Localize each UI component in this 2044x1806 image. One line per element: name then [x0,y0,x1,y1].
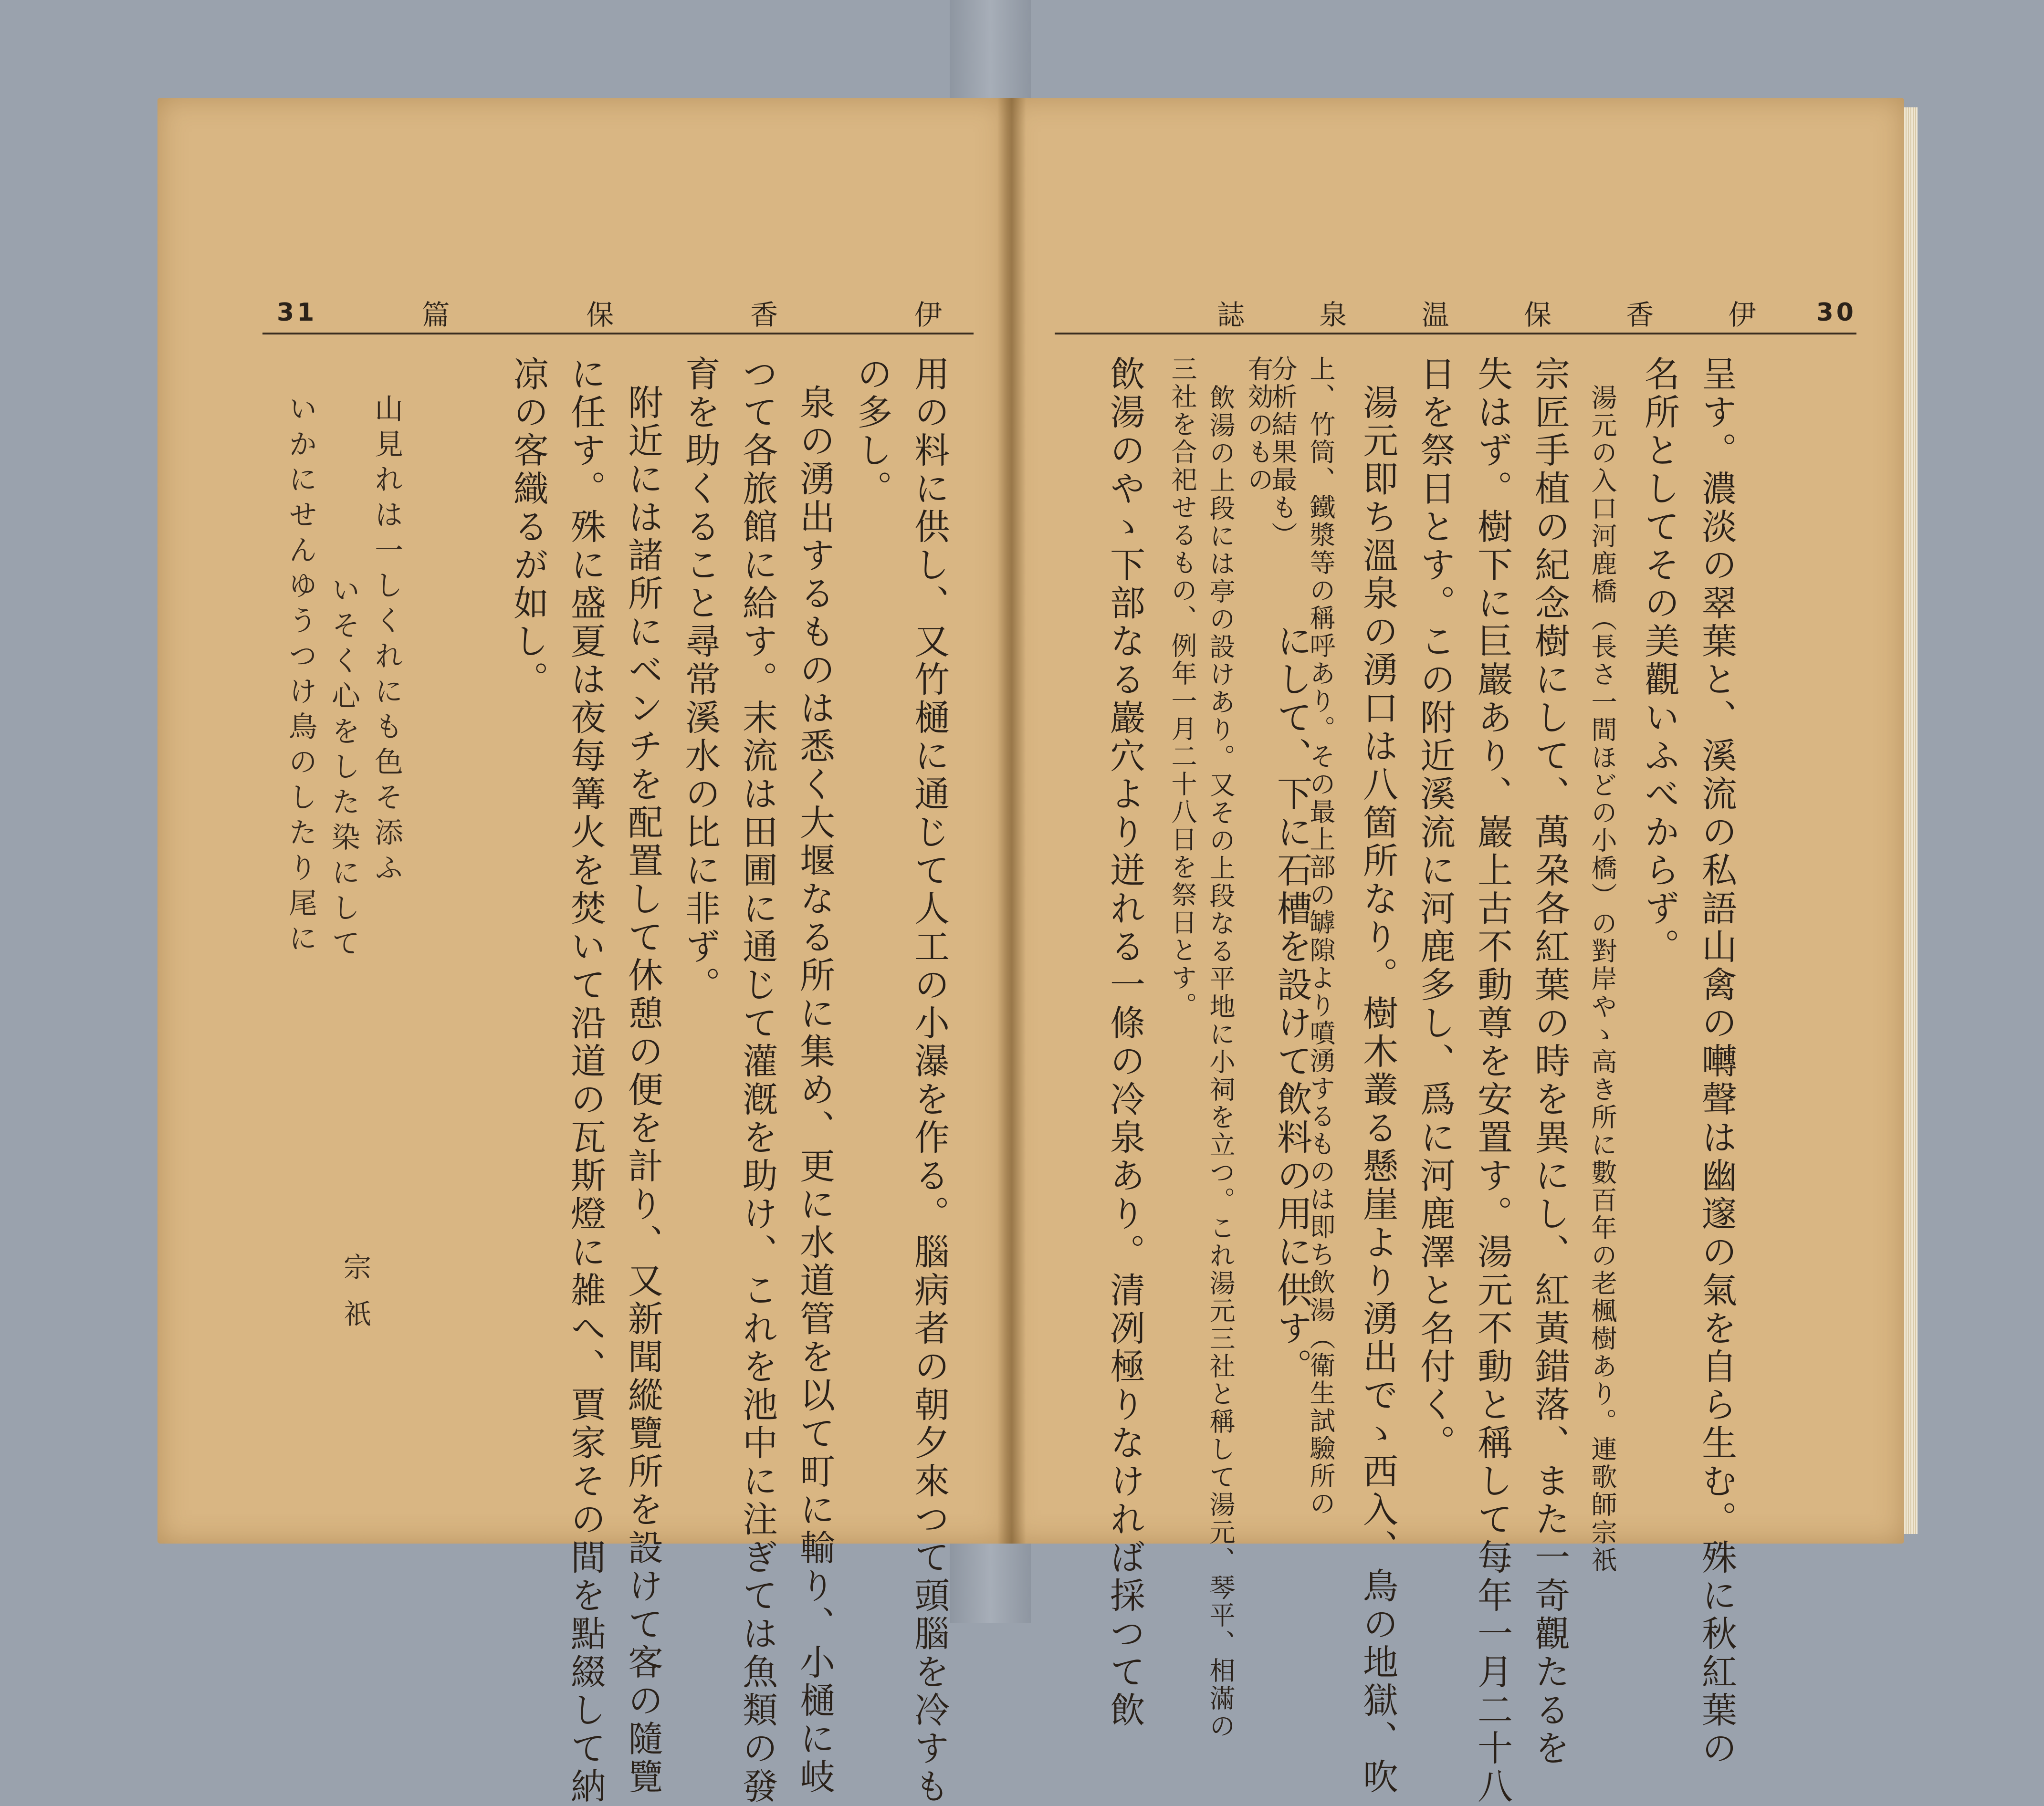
right-title-char: 温 [1421,299,1452,331]
page-edges [1904,107,1918,1534]
body-line: 上、竹筒、鐵漿等の稱呼あり。その最上部の罅隙より噴湧するものは即ち飲湯（衛生試驗所の [1306,355,1336,1518]
right-title-char: 伊 [1728,299,1759,331]
body-line: 三社を合祀せるもの、例年一月二十八日を祭日とす。 [1167,355,1197,1020]
body-line: つて各旅館に給す。末流は田圃に通じて灌漑を助け、これを池中に注ぎては魚類の發 [737,355,778,1806]
left-running-title [422,292,945,333]
body-line: 飲湯の上段には亭の設けあり。又その上段なる平地に小祠を立つ。これ湯元三社と稱して湯元、琴平、相滿の [1205,384,1236,1740]
left-header-rule [262,333,974,334]
poem-line: いそく心をした染にして [327,575,360,963]
body-line: 呈す。濃淡の翠葉と、溪流の私語山禽の囀聲は幽邃の氣を自ら生む。殊に秋紅葉の [1696,355,1737,1768]
body-line: の多し。 [851,355,892,508]
right-running-title [1217,292,1759,333]
right-page-number: 30 [1816,298,1856,327]
body-line: 名所としてその美觀いふべからず。 [1639,355,1680,966]
body-line: 宗匠手植の紀念樹にして、萬朶各紅葉の時を異にし、紅黃錯落、また一奇觀たるを [1529,355,1570,1768]
body-line: 用の料に供し、又竹樋に通じて人工の小瀑を作る。腦病者の朝夕來つて頭腦を冷すも [909,355,950,1806]
poem-line: いかにせんゆうつけ鳥のしたり尾に [284,394,317,959]
right-title-char: 誌 [1217,299,1248,331]
right-header-rule [1055,333,1856,334]
body-line: 凉の客織るが如し。 [508,355,549,699]
left-title-char: 保 [586,299,617,331]
poem-line: 山見れは一しくれにも色そ添ふ [370,394,403,888]
body-line: に任す。殊に盛夏は夜每篝火を焚いて沿道の瓦斯燈に雑へ、賈家その間を點綴して納 [565,355,606,1806]
poem-author: 宗祇 [339,1253,371,1346]
body-line: 泉の湧出するものは悉く大堰なる所に集め、更に水道管を以て町に輸り、小樋に岐 [794,384,835,1796]
body-line: 附近には諸所にベンチを配置して休憩の便を計り、又新聞縱覽所を設けて客の隨覽 [622,384,663,1796]
body-line: 湯元即ち溫泉の湧口は八箇所なり。樹木叢る懸崖より湧出でゝ西入、鳥の地獄、吹 [1357,384,1398,1796]
left-running-head [277,293,964,332]
body-line: 日を祭日とす。この附近溪流に河鹿多し、爲に河鹿澤と名付く。 [1415,355,1456,1462]
left-title-char: 伊 [914,299,945,331]
open-book [157,98,1904,1806]
right-title-char: 保 [1523,299,1554,331]
body-line: 有効のもの [1244,355,1274,494]
body-line: にして、下に石槽を設けて飲料の用に供す。 [1271,623,1312,1386]
book-gutter [997,98,1026,1544]
left-title-char: 篇 [422,299,453,331]
body-line: 失はず。樹下に巨巖あり、巖上古不動尊を安置す。湯元不動と稱して每年一月二十八 [1472,355,1513,1806]
body-line: 分析結果最も） [1268,355,1298,549]
left-title-char: 香 [750,299,781,331]
body-line: 湯元の入口河鹿橋（長さ一間ほどの小橋）の對岸やゝ高き所に數百年の老楓樹あり。連歌師宗祇 [1587,384,1617,1574]
right-title-char: 泉 [1319,299,1350,331]
right-title-char: 香 [1626,299,1657,331]
body-line: 育を助くること尋常溪水の比に非ず。 [680,355,721,1004]
left-page-number: 31 [277,298,317,327]
right-running-head [1112,293,1856,332]
body-line: 飲湯のやゝ下部なる巖穴より迸れる一條の冷泉あり。清冽極りなければ採つて飲 [1104,355,1145,1730]
